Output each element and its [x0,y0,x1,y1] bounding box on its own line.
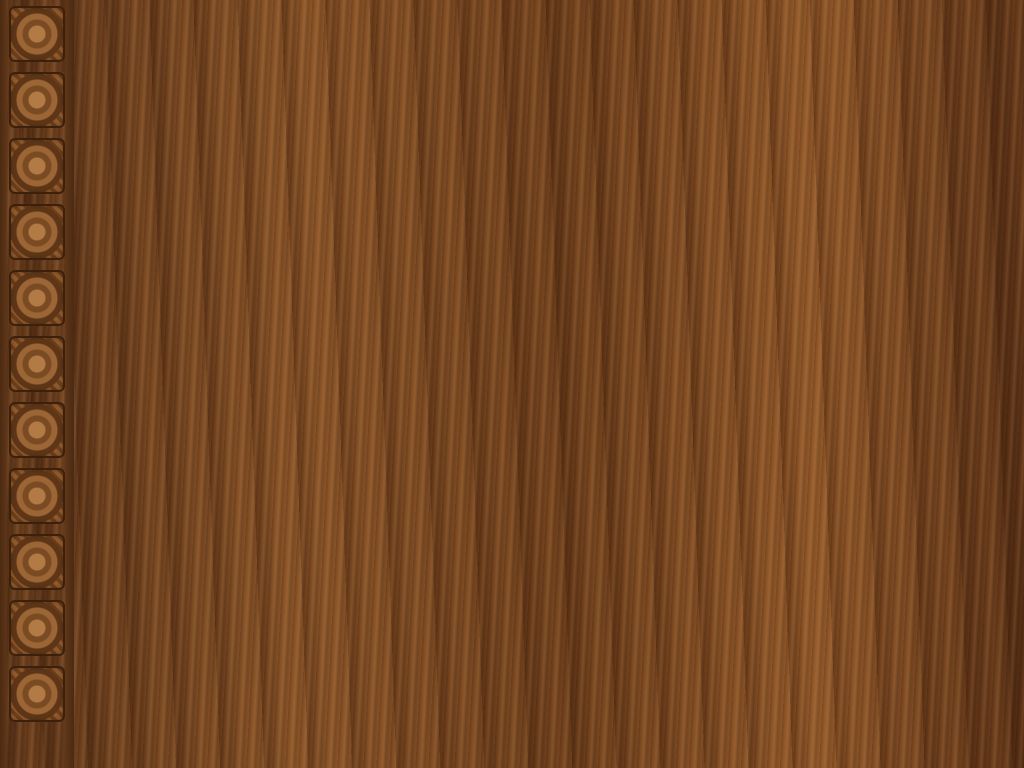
bead-ornament [9,402,65,458]
bead-ornament [9,270,65,326]
bead-ornament [9,666,65,722]
bead-ornament [9,6,65,62]
bead-ornament [9,138,65,194]
bead-ornament [9,468,65,524]
bead-ornament [9,534,65,590]
bead-ornament [9,336,65,392]
bead-ornament [9,72,65,128]
decorative-bead-column [0,0,74,768]
bead-ornament [9,600,65,656]
bead-ornament [9,204,65,260]
